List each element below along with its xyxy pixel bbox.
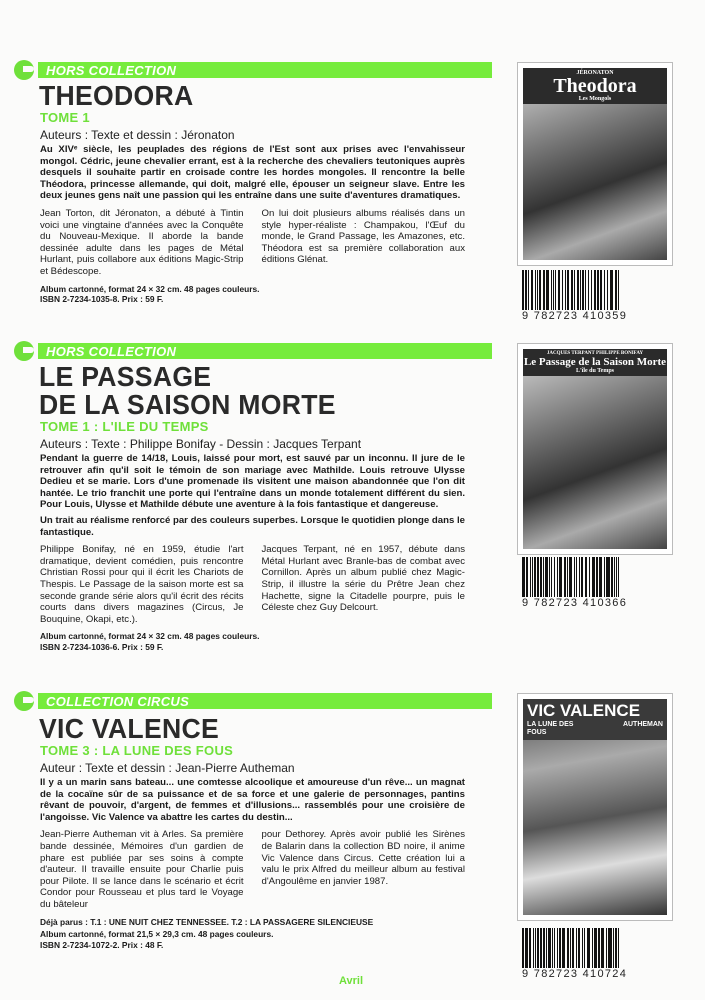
barcode-bar (604, 557, 605, 597)
cover-title: Theodora (553, 75, 637, 97)
cover-title: VIC VALENCE (527, 701, 641, 720)
barcode (522, 557, 628, 609)
barcode-bar (540, 557, 542, 597)
barcode-bar (606, 557, 607, 597)
barcode-bar (580, 270, 581, 310)
barcode-bar (608, 928, 609, 968)
barcode-bar (579, 557, 580, 597)
cover-author: JACQUES TERPANT PHILIPPE BONIFAY (546, 351, 644, 356)
synopsis: Il y a un marin sans bateau... une comtesse alcoolique et amoureuse d'un rêve... un magnat de la cocaïne sûr de sa puissance et de sa force et une galerie de personnages, pantins rêvant de pouvoir, d'argent, de femmes et d'illusions... rassemblés pour une croisière de l'angoisse. Vic Valence va abattre les cartes du destin... (40, 777, 465, 823)
barcode-bar (559, 557, 562, 597)
cover-subtitle: Les Mongols (578, 96, 612, 102)
barcode-bar (546, 270, 547, 310)
barcode-bar (543, 557, 544, 597)
barcode-bar (567, 557, 568, 597)
barcode-bar (614, 557, 616, 597)
barcode-bar (526, 557, 529, 597)
barcode-bar (618, 557, 619, 597)
authors: Auteurs : Texte : Philippe Bonifay - Dessin : Jacques Terpant (40, 437, 362, 451)
barcode-bar (554, 557, 555, 597)
barcode-bar (606, 928, 607, 968)
barcode-bar (600, 270, 601, 310)
barcode-bar (615, 928, 617, 968)
barcode-bar (555, 270, 556, 310)
format: Album cartonné, format 21,5 × 29,3 cm. 48 pages couleurs. (40, 929, 274, 940)
barcode-bar (611, 557, 613, 597)
cover-subtitle: LA LUNE DES FOUS (527, 721, 574, 736)
barcode-bar (565, 270, 566, 310)
bio-left: Philippe Bonifay, né en 1959, étudie l'art dramatique, devient comédien, puis rencontre Christian Rossi pour qui il écrit les Chariots de Thespis. Le Passage de la saison morte est sa seconde grande série alors qu'il écrit des récits courts dans divers magazines (Circus, Je Bouquine, Okapi, etc.). (40, 544, 244, 625)
synopsis: Au XIVᵉ siècle, les peuplades des régions de l'Est sont aux prises avec l'envahisseur mongol. Cédric, jeune chevalier errant, est à la recherche des chevaliers teutoniques auprès desquels il souhaite partir en croisade contre les hordes mongoles. Il rencontre la belle Théodora, princesse allemande, qui doit, malgré elle, épouser un seigneur slave. Entre les deux jeunes gens naît une passion qui les entraîne dans une suite d'aventures dramatiques. (40, 144, 465, 202)
barcode-bar (557, 557, 559, 597)
album-vic-valence (0, 693, 500, 950)
barcode-bar (535, 928, 536, 968)
album-title-line-2: DE LA SAISON MORTE (39, 389, 336, 420)
barcode-bar (594, 270, 596, 310)
barcode (522, 270, 628, 322)
isbn-price: ISBN 2-7234-1072-2. Prix : 48 F. (40, 939, 164, 950)
barcode-bar (528, 270, 529, 310)
cover-theodora (517, 62, 673, 266)
bio-right: Jacques Terpant, né en 1957, débute dans Métal Hurlant avec Branle-bas de combat avec Cornillon. Après un album publié chez Magic-Strip, il illustre la série du Prêtre Jean chez Hachette, signe la Citadelle pourpre, puis le Céleste chez Guy Delcourt. (261, 544, 465, 614)
bio-right: pour Dethorey. Après avoir publié les Sirènes de Balarin dans la collection BD noire, il anime Vic Valence dans Circus. Cette création lui a valu le prix Alfred du meilleur album au festival d'Angoulême en janvier 1987. (261, 829, 465, 887)
barcode-bar (592, 928, 593, 968)
barcode-bar (569, 557, 572, 597)
barcode-bar (616, 557, 617, 597)
barcode-bar (557, 928, 558, 968)
cover-author: AUTHEMAN (622, 721, 663, 728)
cover-author: JÉRONATON (576, 70, 614, 76)
barcode-bar (615, 270, 617, 310)
barcode-bar (549, 557, 550, 597)
barcode-bar (525, 270, 527, 310)
cover-vic-valence (517, 693, 673, 921)
barcode-bar (567, 928, 569, 968)
tome-label: TOME 1 (40, 110, 90, 125)
barcode-number: 9 782723 410724 (522, 968, 628, 980)
barcode-bar (537, 928, 539, 968)
barcode-bar (533, 928, 534, 968)
barcode-bar (599, 557, 602, 597)
barcode-bar (529, 928, 531, 968)
barcode-bar (607, 270, 608, 310)
barcode-bar (589, 557, 590, 597)
barcode-bar (531, 270, 532, 310)
barcode-bar (578, 928, 580, 968)
barcode-bar (607, 557, 610, 597)
barcode-bar (591, 270, 592, 310)
cover-subtitle: L'île du Temps (575, 368, 614, 374)
album-title: THEODORA (39, 80, 194, 111)
tome-label: TOME 3 : LA LUNE DES FOUS (40, 743, 234, 758)
barcode-bar (588, 270, 589, 310)
barcode-bar (601, 928, 603, 968)
tome-label: TOME 1 : L'ILE DU TEMPS (40, 419, 209, 434)
barcode-bar (596, 557, 599, 597)
album-details (40, 917, 500, 951)
barcode-bar (567, 270, 569, 310)
cover-passage (517, 343, 673, 555)
author-bio (40, 829, 465, 910)
bio-left: Jean-Pierre Autheman vit à Arles. Sa première bande dessinée, Mémoires d'un gardien de phare est publiée par ses soins à compte d'auteur. Il travaille ensuite pour Charlie puis pour Pilote. Il se lance dans le scénario et écrit Condor pour Rousseau et plus tard le Voyage du bâteleur (40, 829, 244, 910)
isbn-price: ISBN 2-7234-1036-6. Prix : 59 F. (40, 641, 164, 652)
barcode (522, 928, 628, 980)
barcode-bar (543, 928, 545, 968)
format: Album cartonné, format 24 × 32 cm. 48 pages couleurs. (40, 631, 260, 642)
bio-left: Jean Torton, dit Jéronaton, a débuté à Tintin voici une vingtaine d'années avec la Conquête du Nouveau-Mexique. Il aborde la bande dessinée adulte dans les pages de Métal Hurlant, puis collabore aux éditions Magic-Strip et Bédescope. (40, 207, 244, 277)
barcode-bar (582, 928, 583, 968)
barcode-bar (554, 928, 555, 968)
barcode-bar (570, 928, 571, 968)
album-title-line-1: LE PASSAGE (39, 361, 212, 392)
barcode-bar (592, 557, 595, 597)
barcode-bar (562, 928, 564, 968)
glenat-logo-icon (14, 691, 34, 711)
barcode-bar (609, 928, 611, 968)
barcode-bar (530, 557, 531, 597)
barcode-bar (537, 557, 539, 597)
barcode-bar (618, 928, 619, 968)
barcode-bar (522, 270, 524, 310)
barcode-bar (552, 928, 553, 968)
barcode-bar (574, 270, 575, 310)
barcode-bar (532, 557, 533, 597)
barcode-bar (553, 270, 554, 310)
barcode-bar (576, 928, 577, 968)
album-title: VIC VALENCE (39, 713, 220, 744)
collection-banner (38, 343, 492, 359)
barcode-bar (562, 270, 563, 310)
author-bio (40, 208, 465, 278)
author-bio (40, 544, 465, 625)
glenat-logo-icon (14, 60, 34, 80)
barcode-bar (539, 270, 541, 310)
barcode-bar (545, 557, 546, 597)
cover-title: Le Passage de la Saison Morte (523, 356, 667, 368)
collection-banner (38, 693, 492, 709)
album-theodora (0, 62, 500, 305)
barcode-number: 9 782723 410359 (522, 310, 628, 322)
barcode-bar (577, 270, 579, 310)
barcode-bar (572, 928, 574, 968)
collection-label: HORS COLLECTION (46, 344, 177, 359)
barcode-bar (585, 270, 586, 310)
collection-label: HORS COLLECTION (46, 63, 177, 78)
barcode-bar (618, 270, 619, 310)
album-details (40, 631, 500, 652)
barcode-bar (610, 270, 611, 310)
barcode-number: 9 782723 410366 (522, 597, 628, 609)
barcode-bar (537, 270, 538, 310)
album-passage-saison-morte (0, 343, 500, 652)
barcode-bar (576, 557, 578, 597)
barcode-bar (584, 928, 586, 968)
barcode-bar (551, 557, 552, 597)
album-details (40, 284, 500, 305)
barcode-bar (581, 557, 583, 597)
glenat-logo-icon (14, 341, 34, 361)
barcode-bar (594, 928, 596, 968)
barcode-bar (535, 270, 536, 310)
barcode-bar (522, 928, 524, 968)
barcode-bar (582, 270, 584, 310)
collection-label: COLLECTION CIRCUS (46, 694, 190, 709)
barcode-bar (574, 557, 575, 597)
barcode-bar (597, 270, 599, 310)
bio-right: On lui doit plusieurs albums réalisés dans un style hyper-réaliste : Champakou, l'Œuf du monde, le Grand Passage, les Amazones, etc. Théodora est sa première collaboration aux éditions Glénat. (261, 207, 465, 266)
barcode-bar (543, 270, 545, 310)
authors: Auteur : Texte et dessin : Jean-Pierre Autheman (40, 761, 295, 775)
synopsis: Pendant la guerre de 14/18, Louis, laissé pour mort, est sauvé par un inconnu. Il jure de le retrouver afin qu'il soit le témoin de son mariage avec Mathilde. Louis retrouve Ulysse Dedieu et se marie. Lors d'une promenade ils visitent une maison abandonnée que l'on dit hantée. Le trio franchit une porte qui l'entraîne dans un monde totalement différent du sien. Pour Louis, Ulysse et Mathilde débute une aventure à la fois fantastique et dangereuse. (40, 453, 465, 511)
synopsis-note: Un trait au réalisme renforcé par des couleurs superbes. Lorsque le quotidien plonge dans le fantastique. (40, 514, 465, 538)
barcode-bar (559, 928, 561, 968)
collection-banner (38, 62, 492, 78)
barcode-bar (558, 270, 560, 310)
barcode-bar (585, 557, 588, 597)
barcode-bar (551, 270, 552, 310)
authors: Auteurs : Texte et dessin : Jéronaton (40, 128, 235, 142)
barcode-bar (549, 928, 551, 968)
barcode-bar (571, 270, 572, 310)
barcode-bar (613, 928, 615, 968)
barcode-bar (546, 557, 548, 597)
format: Album cartonné, format 24 × 32 cm. 48 pages couleurs. (40, 283, 260, 294)
barcode-bar (540, 928, 542, 968)
barcode-bar (587, 928, 589, 968)
barcode-bar (525, 928, 527, 968)
barcode-bar (611, 270, 613, 310)
barcode-bar (548, 928, 549, 968)
barcode-bar (522, 557, 525, 597)
barcode-bar (598, 928, 600, 968)
barcode-bar (547, 270, 548, 310)
isbn-price: ISBN 2-7234-1035-8. Prix : 59 F. (40, 294, 164, 305)
barcode-bar (546, 928, 547, 968)
page-footer-month: Avril (339, 975, 364, 987)
barcode-bar (604, 270, 605, 310)
barcode-bar (534, 557, 537, 597)
previous-volumes: Déjà parus : T.1 : UNE NUIT CHEZ TENNESSEE. T.2 : LA PASSAGERE SILENCIEUSE (40, 916, 374, 927)
barcode-bar (564, 557, 567, 597)
